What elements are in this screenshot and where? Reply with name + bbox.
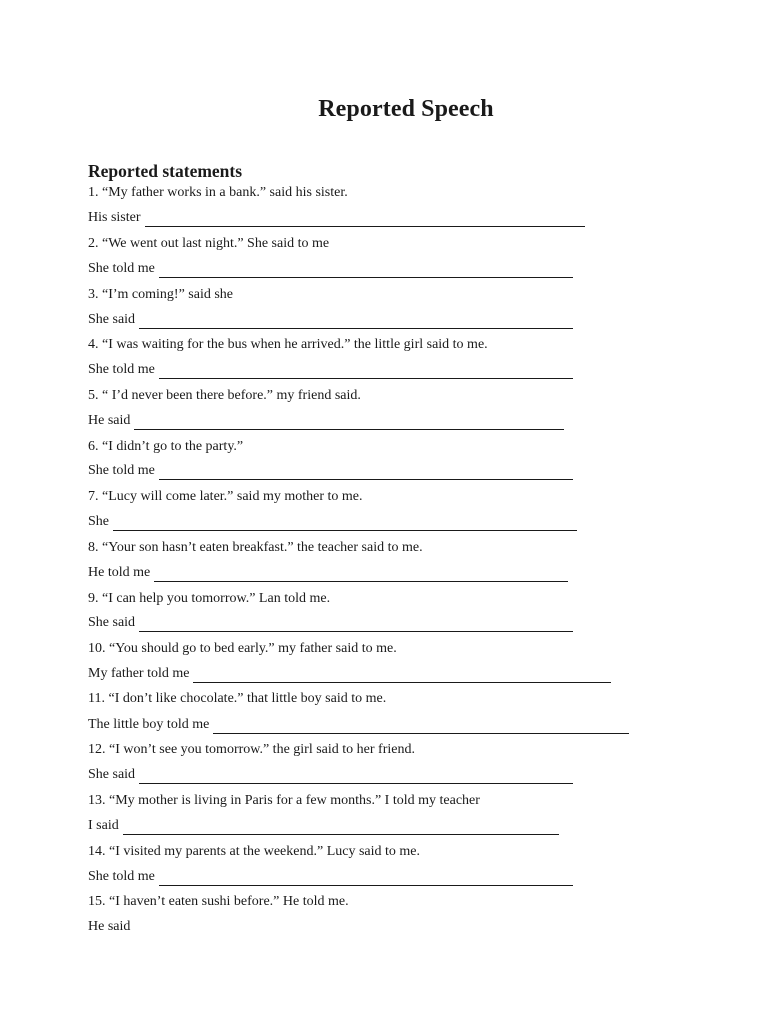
question-1-blank[interactable]: [145, 212, 585, 227]
question-9-blank[interactable]: [139, 617, 573, 632]
question-11-blank[interactable]: [213, 719, 629, 734]
question-9-answer: [88, 614, 573, 632]
question-10-lead: My father told me: [88, 666, 190, 681]
question-1-lead: His sister: [88, 210, 141, 225]
question-12-prompt: 12. “I won’t see you tomorrow.” the girl said to her friend.: [88, 742, 415, 757]
question-11-lead: The little boy told me: [88, 717, 210, 732]
question-8-lead: He told me: [88, 565, 151, 580]
question-14-blank[interactable]: [159, 871, 573, 886]
question-12-lead: She said: [88, 767, 136, 782]
question-7-answer: [88, 513, 577, 531]
question-3-blank[interactable]: [139, 314, 573, 329]
page-title: Reported Speech: [318, 96, 494, 122]
question-6-answer: [88, 462, 573, 480]
question-7-lead: She: [88, 514, 109, 529]
question-5-answer: [88, 412, 564, 430]
question-10-answer: [88, 665, 611, 683]
question-9-lead: She said: [88, 615, 136, 630]
question-6-lead: She told me: [88, 463, 155, 478]
question-5-prompt: 5. “ I’d never been there before.” my friend said.: [88, 388, 361, 403]
question-11-answer: [88, 716, 629, 734]
question-4-lead: She told me: [88, 362, 155, 377]
question-12-answer: [88, 766, 573, 784]
question-1-prompt: 1. “My father works in a bank.” said his sister.: [88, 185, 348, 200]
question-8-blank[interactable]: [154, 567, 568, 582]
question-4-answer: [88, 361, 573, 379]
question-3-prompt: 3. “I’m coming!” said she: [88, 287, 234, 302]
question-2-answer: [88, 260, 573, 278]
question-13-lead: I said: [88, 818, 119, 833]
question-2-prompt: 2. “We went out last night.” She said to me: [88, 236, 330, 251]
question-13-blank[interactable]: [123, 820, 559, 835]
question-9-prompt: 9. “I can help you tomorrow.” Lan told me.: [88, 591, 331, 606]
question-15-lead: He said: [88, 919, 131, 934]
question-4-prompt: 4. “I was waiting for the bus when he arrived.” the little girl said to me.: [88, 337, 488, 352]
question-4-blank[interactable]: [159, 364, 573, 379]
question-10-blank[interactable]: [193, 668, 611, 683]
question-5-blank[interactable]: [134, 415, 564, 430]
question-2-blank[interactable]: [159, 263, 573, 278]
question-3-answer: [88, 311, 573, 329]
section-heading: Reported statements: [88, 161, 243, 181]
question-5-lead: He said: [88, 413, 131, 428]
question-12-blank[interactable]: [139, 769, 573, 784]
question-14-lead: She told me: [88, 869, 155, 884]
question-13-prompt: 13. “My mother is living in Paris for a few months.” I told my teacher: [88, 793, 480, 808]
question-6-blank[interactable]: [159, 465, 573, 480]
question-7-prompt: 7. “Lucy will come later.” said my mother to me.: [88, 489, 363, 504]
question-8-prompt: 8. “Your son hasn’t eaten breakfast.” the teacher said to me.: [88, 540, 423, 555]
question-1-answer: [88, 209, 585, 227]
question-15-prompt: 15. “I haven’t eaten sushi before.” He told me.: [88, 894, 349, 909]
question-13-answer: [88, 817, 559, 835]
question-10-prompt: 10. “You should go to bed early.” my father said to me.: [88, 641, 397, 656]
question-6-prompt: 6. “I didn’t go to the party.”: [88, 439, 244, 454]
question-14-prompt: 14. “I visited my parents at the weekend.” Lucy said to me.: [88, 844, 421, 859]
question-2-lead: She told me: [88, 261, 155, 276]
question-7-blank[interactable]: [113, 516, 577, 531]
question-15-answer: [88, 918, 134, 936]
question-8-answer: [88, 564, 568, 582]
question-14-answer: [88, 868, 573, 886]
question-3-lead: She said: [88, 312, 136, 327]
question-11-prompt: 11. “I don’t like chocolate.” that little boy said to me.: [88, 691, 387, 706]
